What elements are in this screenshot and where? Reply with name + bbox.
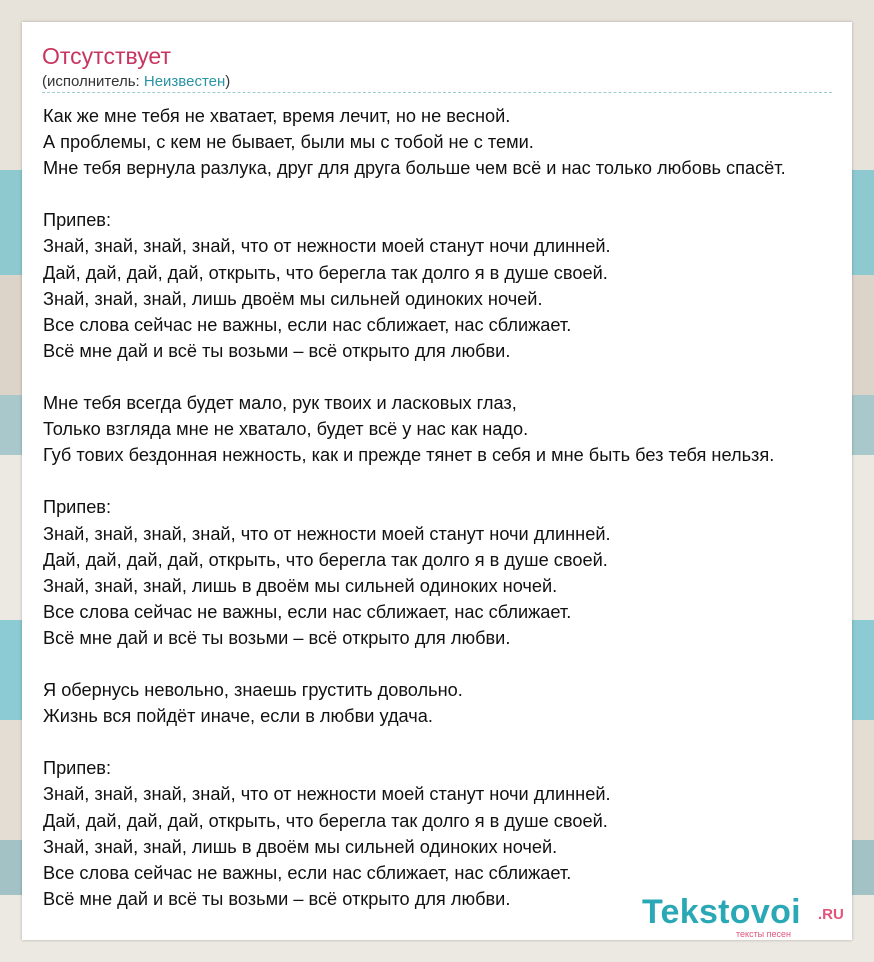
lyric-line: Губ тових бездонная нежность, как и прежде тянет в себя и мне быть без тебя нельзя. bbox=[43, 445, 775, 466]
site-logo[interactable] bbox=[642, 892, 852, 937]
lyrics-text bbox=[43, 103, 874, 912]
lyric-line: Знай, знай, знай, знай, что от нежности моей станут ночи длинней. bbox=[43, 784, 611, 805]
artist-line bbox=[42, 72, 230, 92]
blank-line bbox=[43, 181, 874, 207]
lyric-line: Знай, знай, знай, знай, что от нежности моей станут ночи длинней. bbox=[43, 523, 611, 544]
logo-tagline: тексты песен bbox=[736, 929, 792, 939]
lyric-line: Припев: bbox=[43, 210, 112, 231]
song-title: Отсутствует bbox=[42, 43, 171, 69]
lyric-line: А проблемы, с кем не бывает, были мы с тобой не с теми. bbox=[43, 132, 534, 153]
lyric-line: Знай, знай, знай, лишь двоём мы сильней одиноких ночей. bbox=[43, 288, 543, 309]
lyric-line: Всё мне дай и всё ты возьми – всё открыто для любви. bbox=[43, 340, 511, 361]
lyric-line: Только взгляда мне не хватало, будет всё у нас как надо. bbox=[43, 419, 529, 440]
blank-line bbox=[43, 729, 874, 755]
lyric-line: Все слова сейчас не важны, если нас сближает, нас сближает. bbox=[43, 601, 572, 622]
lyric-line: Как же мне тебя не хватает, время лечит, но не весной. bbox=[43, 106, 511, 126]
logo-tld: .RU bbox=[818, 906, 844, 923]
artist-prefix: (исполнитель: bbox=[42, 73, 144, 90]
lyric-line: Мне тебя всегда будет мало, рук твоих и ласковых глаз, bbox=[43, 393, 517, 414]
lyric-line: Всё мне дай и всё ты возьми – всё открыто для любви. bbox=[43, 627, 511, 648]
lyric-line: Знай, знай, знай, лишь в двоём мы сильней одиноких ночей. bbox=[43, 575, 558, 596]
lyric-line: Всё мне дай и всё ты возьми – всё открыто для любви. bbox=[43, 888, 511, 909]
lyric-line: Жизнь вся пойдёт иначе, если в любви удача. bbox=[43, 706, 433, 727]
lyric-line: Дай, дай, дай, дай, открыть, что берегла так долго я в душе своей. bbox=[43, 262, 608, 283]
lyric-line: Все слова сейчас не важны, если нас сближает, нас сближает. bbox=[43, 862, 572, 883]
lyric-line: Я обернусь невольно, знаешь грустить довольно. bbox=[43, 680, 463, 701]
blank-line bbox=[43, 364, 874, 390]
artist-suffix: ) bbox=[225, 73, 231, 90]
blank-line bbox=[43, 651, 874, 677]
lyric-line: Припев: bbox=[43, 497, 112, 518]
lyric-line: Все слова сейчас не важны, если нас сближает, нас сближает. bbox=[43, 314, 572, 335]
lyrics-card bbox=[22, 22, 852, 940]
title-divider bbox=[42, 92, 832, 93]
artist-link[interactable]: Неизвестен bbox=[143, 73, 226, 90]
lyric-line: Дай, дай, дай, дай, открыть, что берегла так долго я в душе своей. bbox=[43, 549, 608, 570]
lyric-line: Знай, знай, знай, лишь в двоём мы сильней одиноких ночей. bbox=[43, 836, 558, 857]
lyric-line: Знай, знай, знай, знай, что от нежности моей станут ночи длинней. bbox=[43, 236, 611, 257]
lyric-line: Дай, дай, дай, дай, открыть, что берегла так долго я в душе своей. bbox=[43, 810, 608, 831]
blank-line bbox=[43, 468, 874, 494]
logo-name: Tekstovoi bbox=[642, 893, 801, 931]
lyric-line: Мне тебя вернула разлука, друг для друга больше чем всё и нас только любовь спасёт. bbox=[43, 158, 786, 179]
lyric-line: Припев: bbox=[43, 758, 112, 779]
